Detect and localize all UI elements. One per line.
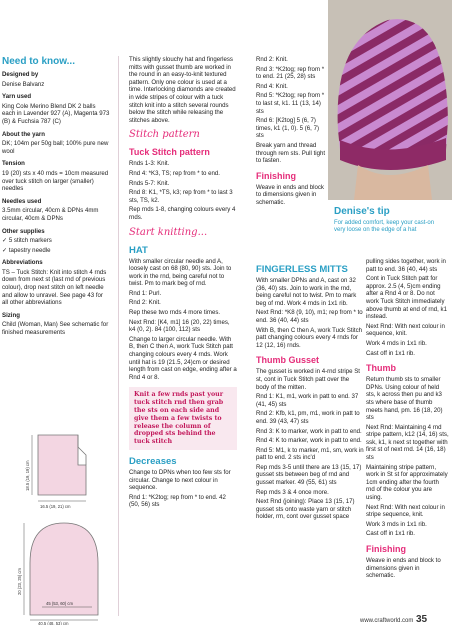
mitts-text: With B, then C then A, work Tuck Stitch patt changing colours every 4 rnds for 12 (12, 16) rnds. (256, 326, 363, 349)
mitt-height-label: 18.5 (19, 19) cm (25, 460, 30, 491)
hat-title: HAT (129, 244, 148, 256)
gusset-line: Rnd 3: K to marker, work in patt to end. (256, 427, 362, 435)
sizing-text: Child (Woman, Man) See schematic for finished measurements (2, 321, 109, 337)
gusset-text: The gusset is worked in 4-rnd stripe St st, cont in Tuck Stitch patt over the body of the mitten. (256, 368, 360, 391)
tuck-line: Rep rnds 1-8, changing colours every 4 rnds. (129, 206, 236, 221)
page-number: 35 (416, 614, 428, 625)
mitts-finishing-title: Finishing (366, 544, 406, 554)
check-icon: ✓ (2, 246, 8, 254)
abbreviations-text: TS – Tuck Stitch: Knit into stitch 4 rnds down from next st (last rnd of previous colour), drop next stitch on left needle and allow to unravel. See page 43 for all other abbreviations (2, 268, 107, 307)
mitt-schematic (25, 435, 86, 509)
needles-text: 3.5mm circular, 40cm & DPNs 4mm circular, 40cm & DPNs (2, 207, 99, 222)
decreases-text: Change to DPNs when too few sts for circular. Change to next colour in sequence. (129, 468, 231, 492)
gusset-line: Rep rnds 3-5 until there are 13 (15, 17) gusset sts between beg of rnd and gusset marker. 49 (55, 61) sts (256, 463, 362, 487)
thumb-title: Thumb (366, 363, 396, 374)
tension-label: Tension (2, 160, 25, 168)
stitch-pattern-heading: Stitch pattern (129, 129, 200, 141)
hat-schematic (17, 523, 98, 625)
tuck-line: Rnds 1-3: Knit. (129, 160, 170, 168)
hat-line: Rnd 2: Knit. (129, 299, 161, 307)
decrease-line: Break yarn and thread through rem sts. Pull tight to fasten. (256, 141, 326, 165)
thumb-gusset-title: Thumb Gusset (256, 355, 320, 366)
decrease-line: Rnd 2: Knit. (256, 56, 288, 63)
thumb-line: Next Rnd: Maintaining 4 rnd stripe pattern, k12 (14, 16) sts, ssk, k1, k next st together with first st of next rnd. 14 (16, 18) sts (366, 423, 449, 462)
tuck-line: Rnds 5-7: Knit. (129, 179, 170, 187)
tuck-stitch-callout: Knit a few rnds past your tuck stitch rnd then grab the sts on each side and give them a few twists to release the column of dropped sts behind the tuck stitch (129, 387, 237, 450)
hat-line: Rnd 1: Purl. (129, 289, 162, 297)
mitts-continued-line: Work 4 rnds in 1x1 rib. (366, 339, 427, 347)
hat-text: With smaller circular needle and A, loosely cast on 68 (80, 90) sts. Join to work in the rnd, being careful not to twist. Pm to mark beg of rnd. (129, 257, 232, 288)
check-icon: ✓ (2, 237, 8, 245)
supply-item: ✓ 5 stitch markers (2, 237, 52, 245)
tuck-stitch-title: Tuck Stitch pattern (129, 147, 210, 158)
needles-label: Needles used (2, 197, 42, 205)
hat-circumference-label: 45 (53, 60) cm (46, 601, 73, 606)
footer-url: www.craftworld.com (360, 618, 414, 624)
mitts-continued-line: Cast off in 1x1 rib. (366, 349, 415, 357)
need-to-know-column (2, 56, 110, 339)
mitts-continued-line: Cont in Tuck Stitch patt for approx. 2.5 (4, 5)cm ending after a Rnd 4 or 8. Do not work Tuck Stitch immediately above thumb at end of rnd, k1 instead. (366, 275, 447, 321)
mitts-finishing-text: Weave in ends and block to dimensions given in schematic. (366, 557, 441, 580)
designer-name: Denise Balvanz (2, 80, 45, 88)
decrease-line: Rnd 5: *K2tog; rep from * to last st, k1. 11 (13, 14) sts (256, 92, 325, 115)
mitt-width-label: 16.5 (19, 21) cm (40, 504, 71, 509)
abbreviations-label: Abbreviations (2, 259, 43, 267)
need-to-know-title: Need to know... (2, 56, 75, 67)
column-divider (118, 56, 119, 616)
tip-title: Denise's tip (334, 206, 390, 217)
hat-finishing-title: Finishing (256, 170, 296, 181)
thumb-line: Cast off in 1x1 rib. (366, 530, 415, 538)
pattern-column (129, 56, 237, 511)
hat-height-label: 20 (23, 25) cm (17, 568, 22, 595)
sizing-label: Sizing (2, 311, 20, 319)
decreases-continued-column (256, 56, 326, 209)
about-yarn-label: About the yarn (2, 130, 45, 138)
hat-finishing-text: Weave in ends and block to dimensions given in schematic. (256, 183, 324, 206)
supply-item: ✓ tapestry needle (2, 246, 51, 254)
gusset-line: Rnd 5: M1, k to marker, m1, sm, work in patt to end. 2 sts inc'd (256, 446, 364, 462)
fingerless-mitts-title: FINGERLESS MITTS (256, 264, 348, 275)
schematic-diagrams (2, 425, 118, 625)
decrease-line: Rnd 6: [K2tog] 5 (6, 7) times, k1 (1, 0). 5 (6, 7) sts (256, 117, 319, 140)
mitts-column (256, 258, 364, 523)
designer-tip (328, 200, 452, 254)
gusset-line: Rep rnds 3 & 4 once more. (256, 488, 329, 496)
tension-text: 19 (20) sts x 40 rnds = 10cm measured over tuck stitch on larger (smaller) needles (2, 169, 109, 193)
thumb-line: Next Rnd: With next colour in stripe sequence, knit. (366, 503, 445, 519)
hat-text: Change to larger circular needle. With B, then C then A, work Tuck Stitch patt changing colours every 4 rnds. Work until hat is 19 (21.5, 24)cm or desired length from cast on edge, ending after a Rnd 4 or 8. (129, 335, 237, 381)
hat-bottom-label: 40.5 (48, 53) cm (38, 621, 69, 625)
decreases-line: Rnd 1: *K2tog; rep from * to end. 42 (50, 56) sts (129, 493, 226, 509)
mitts-line: Next Rnd: *K8 (9, 10), m1; rep from * to end. 36 (40, 44) sts (256, 309, 363, 324)
decrease-line: Rnd 4: Knit. (256, 82, 288, 90)
thumb-text: Maintaining stripe pattern, work in St st for approximately 1cm ending after the fourth rnd of the colour you are using. (366, 463, 448, 502)
thumb-column (366, 258, 449, 582)
yarn-text: King Cole Merino Blend DK 2 balls each in Lavender 927 (A), Magenta 973 (B) & Fuchsia 787 (C) (2, 102, 110, 125)
hat-line: Rep these two rnds 4 more times. (129, 309, 221, 317)
supplies-label: Other supplies (2, 227, 45, 235)
gusset-line: Rnd 1: K1, m1, work in patt to end. 37 (41, 45) sts (256, 393, 359, 408)
tuck-line: Rnd 4: *K3, TS; rep from * to end. (129, 169, 221, 177)
tuck-line: Rnd 8: K1, *TS, k3; rep from * to last 3 sts, TS, k2. (129, 189, 233, 204)
gusset-line: Next Rnd (joining): Place 13 (15, 17) gusset sts onto waste yarn or stitch holder, rm, cont over gusset space (256, 498, 355, 521)
gusset-line: Rnd 4: K to marker, work in patt to end. (256, 437, 362, 445)
decreases-title: Decreases (129, 455, 177, 467)
gusset-line: Rnd 2: Kfb, k1, pm, m1, work in patt to end. 39 (43, 47) sts (256, 410, 360, 425)
intro-text: This slightly slouchy hat and fingerless mitts with gusset thumb are worked in the round in an easy-to-knit textured pattern. Only one colour is used at a time. Interlocking diamonds are created in wide stripes of colour with a tuck stitch knit into a stitch several rounds below the stitch while releasing the stitches above. (129, 56, 236, 124)
thumb-line: Work 3 rnds in 1x1 rib. (366, 520, 427, 528)
thumb-text: Return thumb sts to smaller DPNs. Using colour of held sts, k across then pu and k3 sts where base of thumb meets hand, pm. 16 (18, 20) sts (366, 376, 443, 422)
designed-by-label: Designed by (2, 71, 39, 78)
mitts-text: With smaller DPNs and A, cast on 32 (36, 40) sts. Join to work in the rnd, being careful not to twist. Pm to mark beg of rnd. Work 4 rnds in 1x1 rib. (256, 277, 357, 307)
tip-body: For added comfort, keep your cast-on very loose on the edge of a hat (334, 220, 435, 234)
yarn-label: Yarn used (2, 93, 32, 101)
decrease-line: Rnd 3: *K2tog; rep from * to end. 21 (25, 28) sts (256, 65, 325, 81)
hat-line: Next Rnd: [K4, m1] 16 (20, 22) times, k4 (0, 2). 84 (100, 112) sts (129, 318, 230, 334)
mitts-continued-line: Next Rnd: With next colour in sequence, knit. (366, 322, 445, 338)
hat-photo (328, 0, 452, 200)
mitts-continued-line: pulling sides together, work in patt to end. 36 (40, 44) sts (366, 258, 446, 273)
about-yarn-text: DK; 104m per 50g ball; 100% pure new wool (2, 140, 109, 155)
start-knitting-heading: Start knitting... (129, 226, 208, 238)
